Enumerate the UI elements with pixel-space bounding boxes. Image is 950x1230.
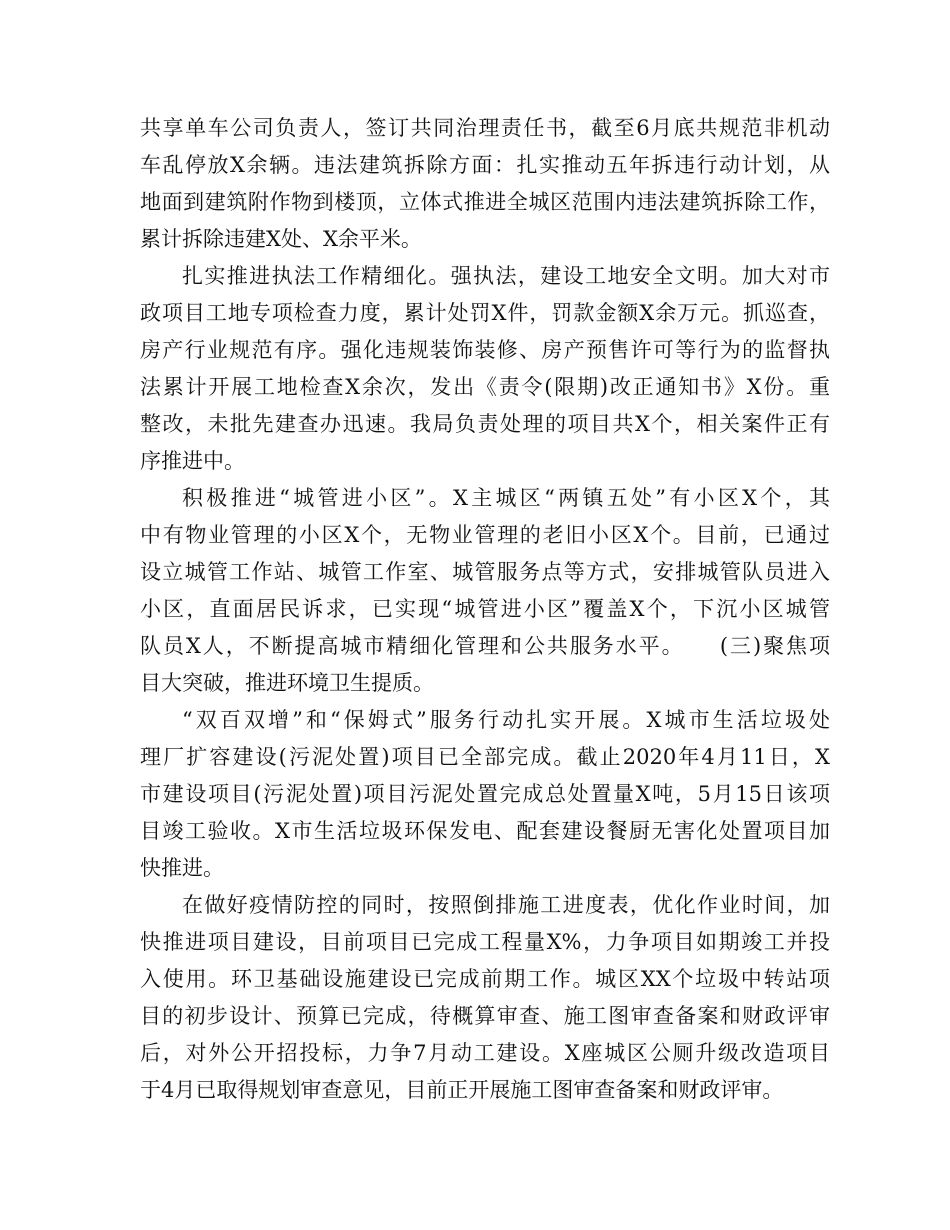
paragraph-2-line-6: 序推进中。 bbox=[140, 449, 245, 473]
paragraph-5-line-1: 在做好疫情防控的同时，按照倒排施工进度表，优化作业时间，加 bbox=[182, 893, 830, 917]
paragraph-3-line-4: 小区，直面居民诉求，已实现“城管进小区”覆盖X个，下沉小区城管 bbox=[140, 597, 830, 621]
paragraph-2-line-2: 政项目工地专项检查力度，累计处罚X件，罚款金额X余万元。抓巡查， bbox=[140, 301, 830, 325]
paragraph-1-line-1: 共享单车公司负责人，签订共同治理责任书，截至6月底共规范非机动 bbox=[140, 116, 830, 140]
paragraph-3-line-3: 设立城管工作站、城管工作室、城管服务点等方式，安排城管队员进入 bbox=[140, 560, 830, 584]
paragraph-2-line-3: 房产行业规范有序。强化违规装饰装修、房产预售许可等行为的监督执 bbox=[140, 338, 830, 362]
paragraph-1-line-3: 地面到建筑附作物到楼顶，立体式推进全城区范围内违法建筑拆除工作， bbox=[140, 190, 830, 214]
paragraph-3-line-6: 目大突破，推进环境卫生提质。 bbox=[140, 671, 434, 695]
paragraph-1-line-4: 累计拆除违建X处、X余平米。 bbox=[140, 227, 422, 251]
paragraph-4-line-3: 市建设项目(污泥处置)项目污泥处置完成总处置量X吨，5月15日该项 bbox=[140, 782, 830, 806]
paragraph-5-line-5: 后，对外公开招投标，力争7月动工建设。X座城区公厕升级改造项目 bbox=[140, 1041, 830, 1065]
paragraph-4-line-5: 快推进。 bbox=[140, 856, 224, 880]
paragraph-5-line-6: 于4月已取得规划审查意见，目前正开展施工图审查备案和财政评审。 bbox=[140, 1078, 784, 1102]
paragraph-4-line-4: 目竣工验收。X市生活垃圾环保发电、配套建设餐厨无害化处置项目加 bbox=[140, 819, 830, 843]
paragraph-5-line-3: 入使用。环卫基础设施建设已完成前期工作。城区XX个垃圾中转站项 bbox=[140, 967, 830, 991]
paragraph-2-line-4: 法累计开展工地检查X余次，发出《责令(限期)改正通知书》X份。重 bbox=[140, 375, 830, 399]
paragraph-4-line-1: “双百双增”和“保姆式”服务行动扎实开展。X城市生活垃圾处 bbox=[182, 708, 830, 732]
paragraph-3-line-2: 中有物业管理的小区X个，无物业管理的老旧小区X个。目前，已通过 bbox=[140, 523, 830, 547]
paragraph-5-line-2: 快推进项目建设，目前项目已完成工程量X%，力争项目如期竣工并投 bbox=[140, 930, 830, 954]
paragraph-1-line-2: 车乱停放X余辆。违法建筑拆除方面：扎实推动五年拆违行动计划，从 bbox=[140, 153, 830, 177]
paragraph-3-line-5: 队员X人，不断提高城市精细化管理和公共服务水平。 (三)聚焦项 bbox=[140, 634, 830, 658]
paragraph-5-line-4: 目的初步设计、预算已完成，待概算审查、施工图审查备案和财政评审 bbox=[140, 1004, 830, 1028]
paragraph-2-line-5: 整改，未批先建查办迅速。我局负责处理的项目共X个，相关案件正有 bbox=[140, 412, 830, 436]
paragraph-3-line-1: 积极推进“城管进小区”。X主城区“两镇五处”有小区X个，其 bbox=[182, 486, 830, 510]
paragraph-2-line-1: 扎实推进执法工作精细化。强执法，建设工地安全文明。加大对市 bbox=[182, 264, 830, 288]
paragraph-4-line-2: 理厂扩容建设(污泥处置)项目已全部完成。截止2020年4月11日，X bbox=[140, 745, 830, 769]
